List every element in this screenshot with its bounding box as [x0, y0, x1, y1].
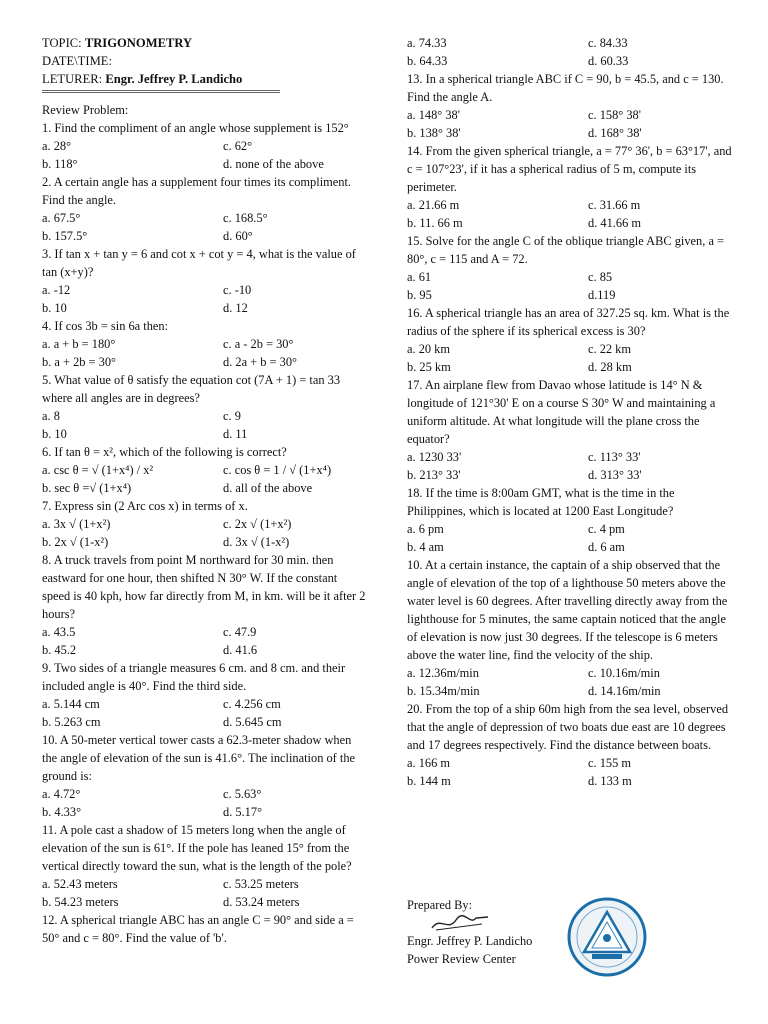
answer-option: b. 144 m: [407, 774, 451, 788]
answer-option: b. 118°: [42, 157, 78, 171]
preparer-name: Engr. Jeffrey P. Landicho: [407, 934, 533, 948]
question-text: 2. A certain angle has a supplement four times its compliment. Find the angle.: [42, 175, 352, 207]
lecturer-line: LETURER: Engr. Jeffrey P. Landicho: [42, 72, 243, 86]
answer-option: d. 6 am: [588, 540, 625, 554]
answer-options: [42, 407, 368, 443]
answer-option: c. 9: [223, 409, 241, 423]
answer-option: a. 74.33: [407, 36, 447, 50]
question-item: [42, 911, 368, 947]
answer-option: b. 11. 66 m: [407, 216, 463, 230]
answer-option: b. 2x √ (1-x²): [42, 535, 109, 549]
answer-option: b. 138° 38': [407, 126, 461, 140]
date-line: DATE\TIME:: [42, 54, 112, 68]
answer-option: b. 4 am: [407, 540, 444, 554]
answer-option: a. 67.5°: [42, 211, 81, 225]
question-item: [42, 371, 368, 443]
answer-option: a. csc θ = √ (1+x⁴) / x²: [42, 463, 154, 477]
question-item: [42, 821, 368, 911]
answer-option: d. 53.24 meters: [223, 895, 300, 909]
answer-option: b. 54.23 meters: [42, 895, 119, 909]
answer-options: [407, 520, 733, 556]
answer-option: d. 133 m: [588, 774, 632, 788]
question-text: 14. From the given spherical triangle, a = 77° 36', b = 63°17', and c = 107°23', if it has a spherical radius of 5 m, compute its perimeter.: [407, 144, 732, 194]
answer-option: c. 113° 33': [588, 450, 641, 464]
question-item: [407, 376, 733, 484]
signature-scribble-icon: [430, 912, 490, 934]
question-item: [42, 317, 368, 371]
answer-options: [42, 515, 368, 551]
question-text: 15. Solve for the angle C of the oblique triangle ABC given, a = 80°, c = 115 and A = 72.: [407, 234, 725, 266]
answer-option: c. 158° 38': [588, 108, 641, 122]
answer-option: a. 166 m: [407, 756, 451, 770]
question-text: 1. Find the compliment of an angle whose supplement is 152°: [42, 121, 349, 135]
question-item: [407, 232, 733, 304]
answer-option: b. 15.34m/min: [407, 684, 480, 698]
answer-option: c. 85: [588, 270, 613, 284]
answer-option: d.119: [588, 288, 616, 302]
answer-option: c. 22 km: [588, 342, 632, 356]
answer-option: a. 6 pm: [407, 522, 444, 536]
right-question-list: [407, 34, 733, 790]
answer-option: b. 25 km: [407, 360, 451, 374]
answer-option: b. 10: [42, 427, 67, 441]
answer-option: a. 5.144 cm: [42, 697, 100, 711]
question-text: 11. A pole cast a shadow of 15 meters long when the angle of elevation of the sun is 61°. If the pole has leaned 15° from the vertical directly toward the sun, what is the length of the pole?: [42, 823, 352, 873]
question-item: [407, 700, 733, 790]
section-title: Review Problem:: [42, 103, 129, 117]
answer-option: c. 2x √ (1+x²): [223, 517, 292, 531]
answer-options: [42, 785, 368, 821]
question-text: 9. Two sides of a triangle measures 6 cm. and 8 cm. and their included angle is 40°. Find the third side.: [42, 661, 346, 693]
answer-option: a. 43.5: [42, 625, 76, 639]
answer-option: c. 47.9: [223, 625, 257, 639]
answer-options: [407, 34, 733, 70]
question-text: 17. An airplane flew from Davao whose latitude is 14° N & longitude of 121°30' E on a course S 30° W and maintaining a uniform altitude. At what longitude will the plane cross the equator?: [407, 378, 716, 446]
question-item: [42, 245, 368, 317]
question-text: 8. A truck travels from point M northward for 30 min. then eastward for one hour, then shifted N 30° W. If the constant speed is 40 kph, how far directly from M, in km. will be it after 2 hours?: [42, 553, 366, 621]
answer-options: [407, 196, 733, 232]
answer-option: d. 41.6: [223, 643, 258, 657]
question-item: [42, 731, 368, 821]
answer-option: c. a - 2b = 30°: [223, 337, 294, 351]
question-item: [42, 497, 368, 551]
answer-option: b. 10: [42, 301, 67, 315]
answer-option: d. 12: [223, 301, 248, 315]
answer-option: d. 41.66 m: [588, 216, 642, 230]
answer-option: d. all of the above: [223, 481, 313, 495]
answer-option: d. 11: [223, 427, 248, 441]
question-item: [407, 70, 733, 142]
answer-option: d. 168° 38': [588, 126, 642, 140]
answer-option: c. 4.256 cm: [223, 697, 281, 711]
answer-option: d. 5.17°: [223, 805, 263, 819]
question-text: 5. What value of θ satisfy the equation cot (7A + 1) = tan 33 where all angles are in degrees?: [42, 373, 341, 405]
lecturer-name: Engr. Jeffrey P. Landicho: [105, 72, 243, 86]
answer-option: a. 21.66 m: [407, 198, 460, 212]
question-text: 7. Express sin (2 Arc cos x) in terms of x.: [42, 499, 248, 513]
question-item: [407, 142, 733, 232]
answer-option: a. a + b = 180°: [42, 337, 116, 351]
answer-options: [42, 209, 368, 245]
answer-options: [407, 664, 733, 700]
question-text: 10. A 50-meter vertical tower casts a 62.3-meter shadow when the angle of elevation of the sun is 41.6°. The inclination of the ground is:: [42, 733, 356, 783]
question-item: [42, 173, 368, 245]
answer-option: d. 14.16m/min: [588, 684, 661, 698]
answer-option: b. a + 2b = 30°: [42, 355, 116, 369]
answer-option: a. 8: [42, 409, 60, 423]
question-item: [407, 556, 733, 700]
topic-value: TRIGONOMETRY: [84, 36, 193, 50]
answer-options: [42, 461, 368, 497]
answer-option: c. -10: [223, 283, 252, 297]
answer-option: c. 5.63°: [223, 787, 262, 801]
question-text: 6. If tan θ = x², which of the following is correct?: [42, 445, 287, 459]
answer-options: [42, 335, 368, 371]
answer-options: [407, 106, 733, 142]
answer-option: a. 28°: [42, 139, 72, 153]
answer-options: [42, 875, 368, 911]
topic-line: TOPIC: TRIGONOMETRY: [42, 36, 193, 50]
left-column: [42, 34, 368, 947]
answer-option: d. 28 km: [588, 360, 632, 374]
answer-option: a. 12.36m/min: [407, 666, 479, 680]
header-divider: [42, 90, 280, 93]
answer-option: b. 213° 33': [407, 468, 461, 482]
answer-option: a. 3x √ (1+x²): [42, 517, 111, 531]
question-text: 12. A spherical triangle ABC has an angle C = 90° and side a = 50° and c = 80°. Find the value of 'b'.: [42, 913, 354, 945]
answer-option: a. -12: [42, 283, 71, 297]
answer-option: c. 155 m: [588, 756, 632, 770]
answer-option: c. 53.25 meters: [223, 877, 299, 891]
question-item: [42, 443, 368, 497]
question-text: 20. From the top of a ship 60m high from the sea level, observed that the angle of depression of two boats due east are 10 degrees and 17 degrees respectively. Find the distance between boats.: [407, 702, 729, 752]
answer-options: [42, 281, 368, 317]
question-item: [42, 659, 368, 731]
answer-option: c. 168.5°: [223, 211, 268, 225]
question-text: 16. A spherical triangle has an area of 327.25 sq. km. What is the radius of the sphere if its spherical excess is 30?: [407, 306, 730, 338]
question-item: [42, 551, 368, 659]
question-item: [407, 34, 733, 70]
answer-options: [42, 623, 368, 659]
answer-option: b. 64.33: [407, 54, 448, 68]
answer-option: d. 2a + b = 30°: [223, 355, 297, 369]
answer-options: [407, 754, 733, 790]
question-text: 18. If the time is 8:00am GMT, what is the time in the Philippines, which is located at 1200 East Longitude?: [407, 486, 675, 518]
answer-option: d. 3x √ (1-x²): [223, 535, 290, 549]
question-item: [407, 304, 733, 376]
answer-option: b. sec θ =√ (1+x⁴): [42, 481, 132, 495]
question-text: 4. If cos 3b = sin 6a then:: [42, 319, 169, 333]
answer-option: d. 60.33: [588, 54, 629, 68]
question-item: [407, 484, 733, 556]
answer-option: b. 4.33°: [42, 805, 82, 819]
question-text: 10. At a certain instance, the captain of a ship observed that the angle of elevation of the top of a lighthouse 50 meters above the water level is 60 degrees. After travelling directly away from the lighthouse for 5 minutes, the same captain noticed that the angle of elevation is now just 30 degrees. If the telescope is 6 meters above the water line, find the velocity of the ship.: [407, 558, 728, 662]
answer-option: a. 61: [407, 270, 432, 284]
answer-option: d. none of the above: [223, 157, 324, 171]
answer-option: b. 45.2: [42, 643, 77, 657]
answer-option: c. 62°: [223, 139, 253, 153]
left-question-list: [42, 119, 368, 947]
preparer-org: Power Review Center: [407, 952, 516, 966]
answer-options: [42, 137, 368, 173]
answer-option: c. 84.33: [588, 36, 628, 50]
question-text: 3. If tan x + tan y = 6 and cot x + cot y = 4, what is the value of tan (x+y)?: [42, 247, 356, 279]
question-text: 13. In a spherical triangle ABC if C = 90, b = 45.5, and c = 130. Find the angle A.: [407, 72, 724, 104]
answer-option: a. 148° 38': [407, 108, 460, 122]
answer-option: d. 5.645 cm: [223, 715, 282, 729]
answer-option: b. 5.263 cm: [42, 715, 101, 729]
power-review-center-logo-icon: [566, 896, 648, 978]
answer-option: c. 31.66 m: [588, 198, 641, 212]
answer-option: c. cos θ = 1 / √ (1+x⁴): [223, 463, 332, 477]
answer-option: b. 95: [407, 288, 432, 302]
answer-option: c. 4 pm: [588, 522, 625, 536]
answer-option: d. 60°: [223, 229, 253, 243]
question-item: [42, 119, 368, 173]
answer-option: b. 157.5°: [42, 229, 88, 243]
answer-options: [407, 448, 733, 484]
answer-options: [407, 268, 733, 304]
prepared-by-label: Prepared By:: [407, 898, 473, 912]
answer-option: c. 10.16m/min: [588, 666, 660, 680]
answer-options: [42, 695, 368, 731]
answer-option: d. 313° 33': [588, 468, 642, 482]
answer-options: [407, 340, 733, 376]
answer-option: a. 20 km: [407, 342, 451, 356]
answer-option: a. 52.43 meters: [42, 877, 118, 891]
answer-option: a. 4.72°: [42, 787, 81, 801]
answer-option: a. 1230 33': [407, 450, 462, 464]
right-column: [407, 34, 733, 790]
